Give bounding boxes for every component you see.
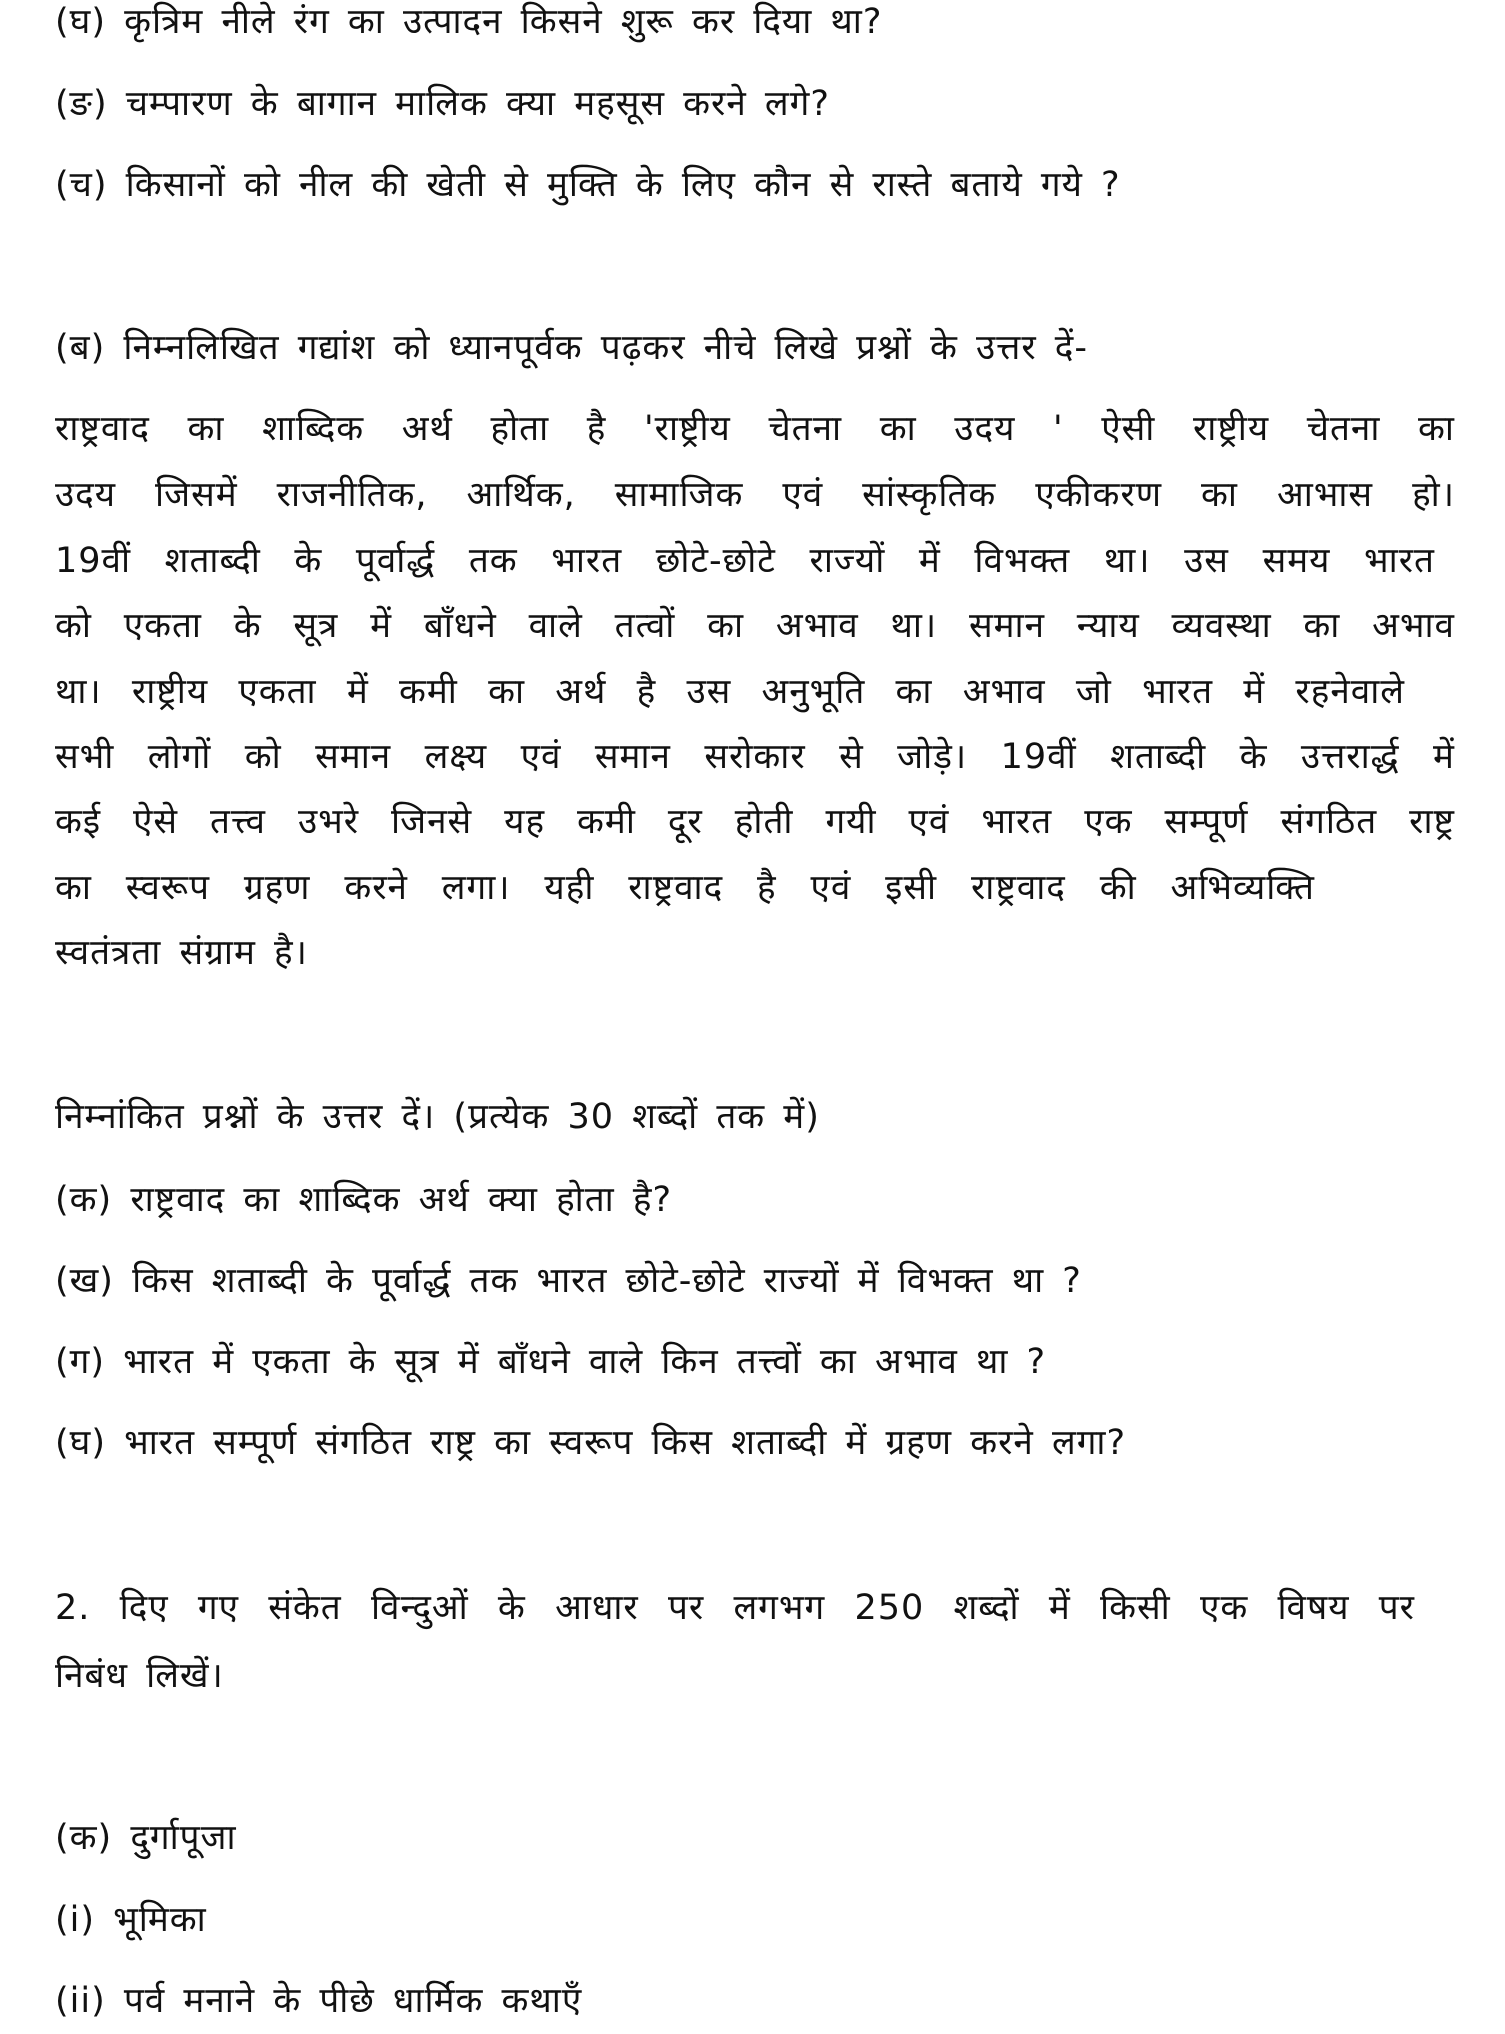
- question-kha: (ख) किस शताब्दी के पूर्वार्द्ध तक भारत छोटे-छोटे राज्यों में विभक्त था ?: [55, 1261, 1082, 1301]
- top-question-2: (ङ) चम्पारण के बागान मालिक क्या महसूस करने लगे?: [55, 84, 830, 124]
- passage-line: उदय जिसमें राजनीतिक, आर्थिक, सामाजिक एवं सांस्कृतिक एकीकरण का आभास हो।: [55, 475, 1455, 515]
- top-question-1: (घ) कृत्रिम नीले रंग का उत्पादन किसने शुरू कर दिया था?: [55, 2, 883, 42]
- passage-line: स्वतंत्रता संग्राम है।: [55, 933, 308, 973]
- essay-topic: (क) दुर्गापूजा: [55, 1818, 237, 1858]
- question-gha: (घ) भारत सम्पूर्ण संगठित राष्ट्र का स्वरूप किस शताब्दी में ग्रहण करने लगा?: [55, 1423, 1127, 1463]
- passage-line: था। राष्ट्रीय एकता में कमी का अर्थ है उस अनुभूति का अभाव जो भारत में रहनेवाले: [55, 672, 1405, 712]
- passage-line: 19वीं शताब्दी के पूर्वार्द्ध तक भारत छोटे-छोटे राज्यों में विभक्त था। उस समय भारत: [55, 541, 1435, 581]
- section-b-heading: (ब) निम्नलिखित गद्यांश को ध्यानपूर्वक पढ़कर नीचे लिखे प्रश्नों के उत्तर दें-: [55, 328, 1088, 368]
- top-question-3: (च) किसानों को नील की खेती से मुक्ति के लिए कौन से रास्ते बताये गये ?: [55, 165, 1121, 205]
- essay-prompt-line: 2. दिए गए संकेत विन्दुओं के आधार पर लगभग 250 शब्दों में किसी एक विषय पर: [55, 1588, 1415, 1628]
- passage-line: को एकता के सूत्र में बाँधने वाले तत्वों का अभाव था। समान न्याय व्यवस्था का अभाव: [55, 606, 1455, 646]
- question-ka: (क) राष्ट्रवाद का शाब्दिक अर्थ क्या होता है?: [55, 1180, 673, 1220]
- question-ga: (ग) भारत में एकता के सूत्र में बाँधने वाले किन तत्त्वों का अभाव था ?: [55, 1342, 1047, 1382]
- essay-prompt-line: निबंध लिखें।: [55, 1656, 224, 1696]
- passage-line: राष्ट्रवाद का शाब्दिक अर्थ होता है 'राष्ट्रीय चेतना का उदय ' ऐसी राष्ट्रीय चेतना का: [55, 409, 1455, 449]
- questions-intro: निम्नांकित प्रश्नों के उत्तर दें। (प्रत्येक 30 शब्दों तक में): [55, 1097, 820, 1137]
- passage-line: कई ऐसे तत्त्व उभरे जिनसे यह कमी दूर होती गयी एवं भारत एक सम्पूर्ण संगठित राष्ट्र: [55, 802, 1455, 842]
- essay-point: (ii) पर्व मनाने के पीछे धार्मिक कथाएँ: [55, 1981, 583, 2021]
- passage-line: का स्वरूप ग्रहण करने लगा। यही राष्ट्रवाद है एवं इसी राष्ट्रवाद की अभिव्यक्ति: [55, 868, 1315, 908]
- passage-line: सभी लोगों को समान लक्ष्य एवं समान सरोकार से जोड़े। 19वीं शताब्दी के उत्तरार्द्ध में: [55, 737, 1455, 777]
- essay-point: (i) भूमिका: [55, 1900, 207, 1940]
